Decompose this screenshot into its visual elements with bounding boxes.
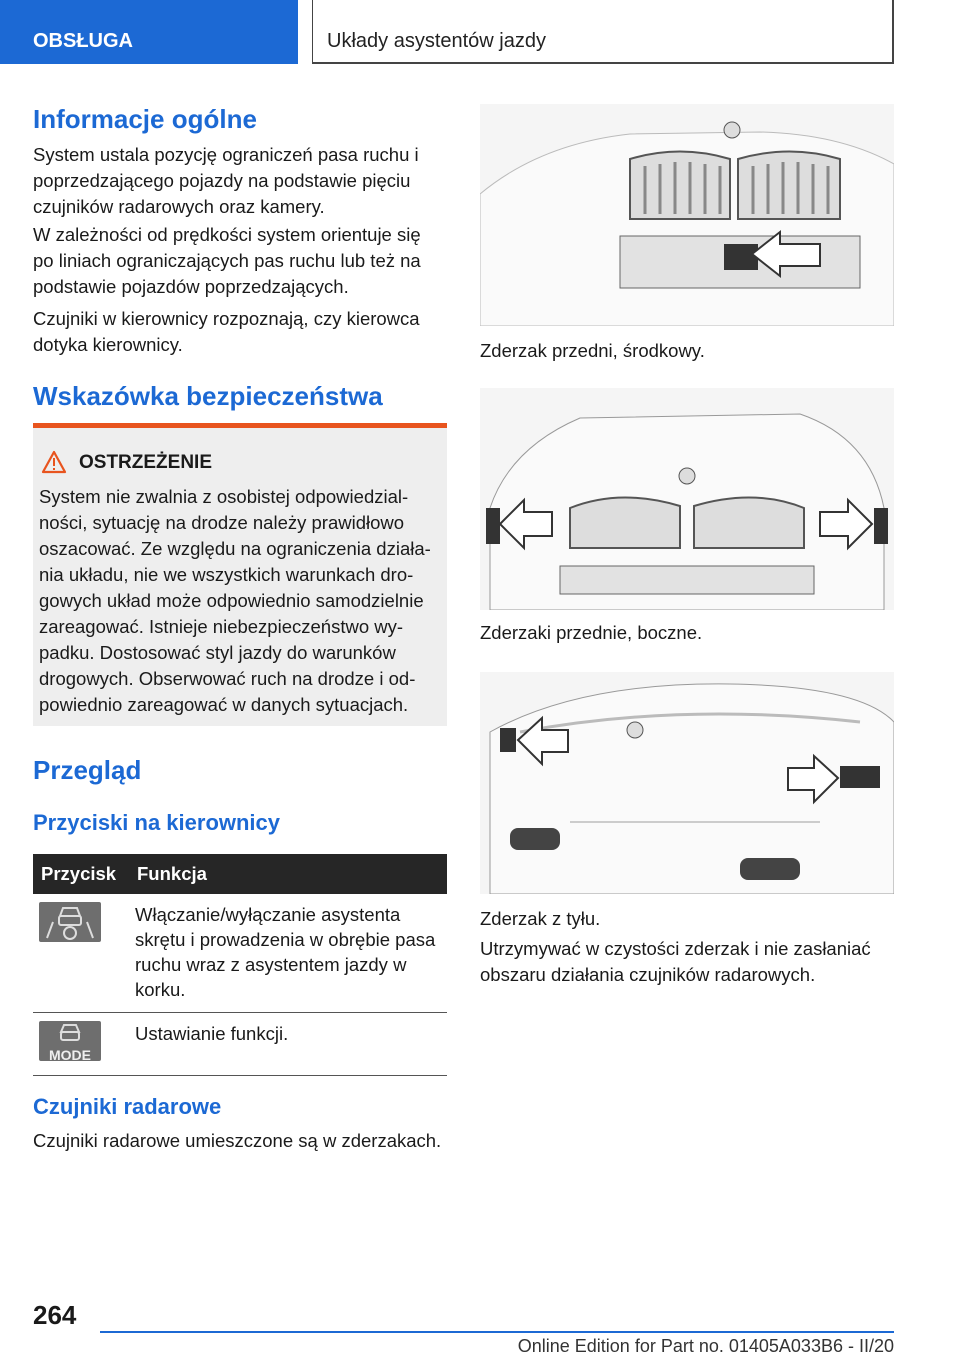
table-cell-button <box>33 894 129 1013</box>
table-row <box>33 1013 447 1076</box>
general-paragraph-2: W zależności od prędkości system orientuje się po liniach ograniczających pas ruchu lub też na podstawie pojazdów poprzedzających. <box>33 224 421 297</box>
mode-button-label: MODE <box>49 1047 91 1063</box>
warning-triangle-icon <box>41 450 67 479</box>
table-header-function: Funkcja <box>129 854 447 894</box>
warning-box <box>33 428 447 726</box>
figure-1-caption: Zderzak przedni, środkowy. <box>480 340 705 361</box>
heading-steering-buttons: Przyciski na kierownicy <box>33 810 281 835</box>
sensor-care-note: Utrzymywać w czystości zderzak i nie zasłaniać obszaru działania czujników radarowych. <box>480 938 871 985</box>
chapter-header <box>312 0 894 64</box>
figure-2-caption: Zderzaki przednie, boczne. <box>480 622 703 643</box>
section-tab-label: OBSŁUGA <box>33 30 133 52</box>
chapter-title: Układy asystentów jazdy <box>327 30 546 52</box>
figure-3-caption: Zderzak z tyłu. <box>480 908 601 929</box>
page-number: 264 <box>33 1300 77 1330</box>
figure-front-center-bumper <box>480 104 894 326</box>
buttons-table <box>33 854 447 1076</box>
table-row <box>33 894 447 1013</box>
heading-radar: Czujniki radarowe <box>33 1094 222 1119</box>
table-header-row <box>33 854 447 894</box>
general-paragraph-3: Czujniki w kierownicy rozpoznają, czy kierowca dotyka kierownicy. <box>33 308 420 355</box>
warning-label: OSTRZEŻENIE <box>79 452 213 473</box>
heading-general: Informacje ogólne <box>33 104 257 134</box>
heading-safety: Wskazówka bezpieczeństwa <box>33 381 383 411</box>
steering-assist-button-icon <box>39 902 101 942</box>
table-cell-function: Włączanie/wyłączanie asystenta skrętu i prowadzenia w obrębie pasa ruchu wraz z asystentem jazdy w korku. <box>129 894 447 1013</box>
mode-button-icon <box>39 1021 101 1061</box>
warning-text: System nie zwalnia z osobistej odpowiedzialności, sytuację na drodze należy prawidłowo oszacować. Ze względu na ograniczenia działania układu, nie we wszystkich warunkach drogowych układ może odpowiednio samodzielnie zareagować. Istnieje niebezpieczeństwo wypadku. Dostosować styl jazdy do warunków drogowych. Obserwować ruch na drodze i odpowiednio zareagować w danych sytuacjach. <box>39 486 431 715</box>
heading-overview: Przegląd <box>33 755 142 785</box>
table-header-button: Przycisk <box>33 854 129 894</box>
section-tab <box>0 0 298 64</box>
radar-text: Czujniki radarowe umieszczone są w zderzakach. <box>33 1130 442 1151</box>
figure-rear-bumper <box>480 672 894 894</box>
footer-rule <box>100 1331 894 1333</box>
figure-front-side-bumpers <box>480 388 894 610</box>
table-cell-button <box>33 1013 129 1076</box>
table-cell-function: Ustawianie funkcji. <box>129 1013 447 1076</box>
footer-edition: Online Edition for Part no. 01405A033B6 - II/20 <box>517 1336 894 1356</box>
general-paragraph-1: System ustala pozycję ograniczeń pasa ruchu i poprzedzającego pojazdy na podstawie pięciu czujników radarowych oraz kamery. <box>33 144 419 217</box>
